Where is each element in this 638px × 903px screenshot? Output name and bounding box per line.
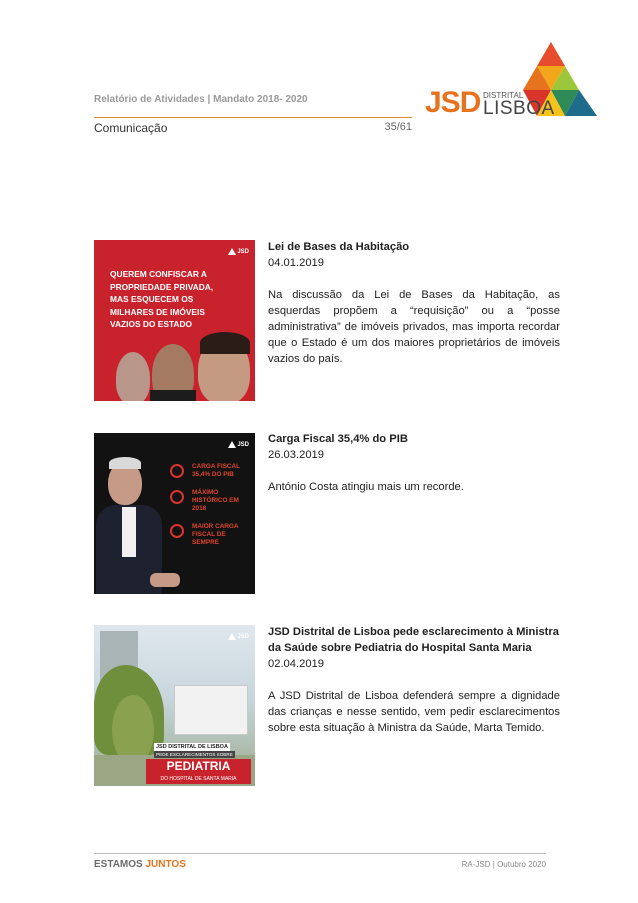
banner-main: PEDIATRIA xyxy=(146,759,251,774)
image-caption: QUEREM CONFISCAR A PROPRIEDADE PRIVADA, MAS ESQUECEM OS MILHARES DE IMÓVEIS VAZIOS DO ESTADO xyxy=(110,269,214,329)
section-title: Comunicação xyxy=(94,121,168,135)
jsd-logo xyxy=(425,42,600,120)
check-icon xyxy=(170,464,184,478)
suit-shape xyxy=(150,390,196,401)
banner-title: JSD DISTRITAL DE LISBOA xyxy=(156,744,228,750)
image-brand-tag: JSD xyxy=(228,441,249,448)
post-title: JSD Distrital de Lisboa pede esclarecimento à Ministra da Saúde sobre Pediatria do Hospital Santa Maria xyxy=(268,626,559,654)
image-brand-tag: JSD xyxy=(228,633,249,640)
logo-jsd-text: JSD xyxy=(425,86,481,119)
banner-subtitle: PEDE ESCLARECIMENTOS SOBRE xyxy=(156,752,233,757)
hand-shape xyxy=(150,573,180,587)
post-date: 02.04.2019 xyxy=(268,658,324,670)
check-icon xyxy=(170,490,184,504)
post-image-carga-fiscal xyxy=(94,433,255,594)
triangle-icon xyxy=(228,441,236,448)
post-text-habitacao xyxy=(268,239,560,367)
post-image-pediatria xyxy=(94,625,255,786)
image-brand-tag: JSD xyxy=(228,248,249,255)
post-image-habitacao xyxy=(94,240,255,401)
person-photo xyxy=(116,352,150,401)
image-item: CARGA FISCAL 35,4% DO PIB xyxy=(192,463,240,478)
hair-shape xyxy=(109,457,141,469)
check-icon xyxy=(170,524,184,538)
footer-divider xyxy=(94,853,546,854)
post-title: Lei de Bases da Habitação xyxy=(268,241,410,253)
structure-shape xyxy=(174,685,248,735)
triangle-icon xyxy=(228,248,236,255)
post-body: Na discussão da Lei de Bases da Habitação, as esquerdas propõem a “requisição” ou a “posse administrativa” de imóveis privados, mas importa recordar que o Estado é um dos maiores proprietários de imóveis vazios do país. xyxy=(268,289,560,365)
footer-slogan: ESTAMOS JUNTOS xyxy=(94,859,186,870)
post-body: António Costa atingiu mais um recorde. xyxy=(268,481,464,493)
image-item: MÁXIMO HISTÓRICO EM 2018 xyxy=(192,489,239,512)
page-number: 35/61 xyxy=(384,121,412,133)
hair-shape xyxy=(200,332,250,354)
footer-reference: RA-JSD | Outubro 2020 xyxy=(461,860,546,869)
banner-hospital: DO HOSPITAL DE SANTA MARIA xyxy=(146,774,251,784)
post-date: 04.01.2019 xyxy=(268,257,324,269)
shirt-shape xyxy=(122,507,136,557)
post-title: Carga Fiscal 35,4% do PIB xyxy=(268,433,408,445)
post-body: A JSD Distrital de Lisboa defenderá sempre a dignidade das crianças e nesse sentido, vem pedir esclarecimentos sobre esta situação à Ministra da Saúde, Marta Temido. xyxy=(268,690,560,734)
logo-lisboa-text: LISBOA xyxy=(483,98,555,119)
post-text-pediatria xyxy=(268,624,560,736)
triangle-icon xyxy=(228,633,236,640)
post-text-carga-fiscal xyxy=(268,431,560,495)
post-date: 26.03.2019 xyxy=(268,449,324,461)
image-item: MAIOR CARGA FISCAL DE SEMPRE xyxy=(192,523,239,546)
header-divider xyxy=(94,117,412,118)
logo-distrital-text: DISTRITAL xyxy=(483,91,524,100)
report-title: Relatório de Atividades | Mandato 2018- 2020 xyxy=(94,94,308,105)
